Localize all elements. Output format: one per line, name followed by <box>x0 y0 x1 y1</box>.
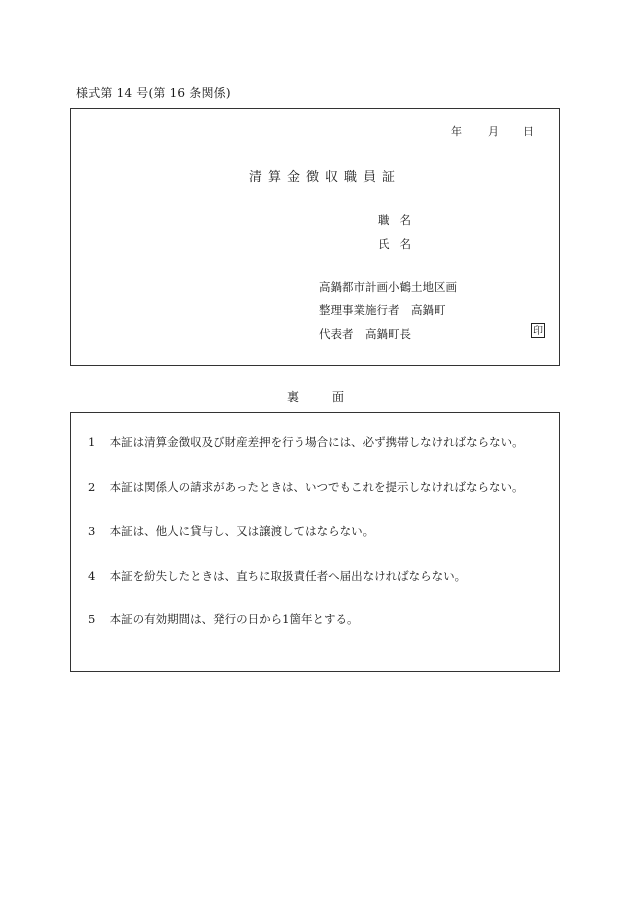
card-title: 清算金徴収職員証 <box>249 170 402 185</box>
clause-number: 2 <box>88 480 96 494</box>
id-card-front <box>70 108 560 366</box>
name-label: 氏名 <box>378 237 421 251</box>
clause-text: 本証の有効期間は、発行の日から1箇年とする。 <box>109 612 359 626</box>
clause-number: 5 <box>88 612 96 626</box>
clause-text: 本証を紛失したときは、直ちに取扱責任者へ届出なければならない。 <box>109 569 467 583</box>
clause-item <box>88 568 466 584</box>
seal-mark: 印 <box>531 323 545 338</box>
issuer-line-3: 代表者 高鍋町長 <box>319 327 411 341</box>
clause-number: 3 <box>88 524 96 538</box>
issuer-line-2: 整理事業施行者 高鍋町 <box>319 303 446 317</box>
clause-text: 本証は関係人の請求があったときは、いつでもこれを提示しなければならない。 <box>109 480 524 494</box>
back-heading-first: 裏 <box>287 390 300 404</box>
clause-item <box>88 479 524 495</box>
clause-number: 4 <box>88 569 96 583</box>
clause-text: 本証は清算金徴収及び財産差押を行う場合には、必ず携帯しなければならない。 <box>109 435 524 449</box>
id-card-back <box>70 412 560 672</box>
form-number: 様式第 14 号(第 16 条関係) <box>76 86 231 100</box>
clause-item <box>88 611 358 627</box>
clause-item <box>88 523 374 539</box>
date-year-label: 年 <box>451 125 462 138</box>
clause-item <box>88 434 524 450</box>
post-label: 職名 <box>378 213 421 227</box>
issuer-line-1: 高鍋都市計画小鶴土地区画 <box>319 280 457 294</box>
clause-number: 1 <box>88 435 96 449</box>
back-heading-second: 面 <box>332 390 345 404</box>
clause-text: 本証は、他人に貸与し、又は譲渡してはならない。 <box>109 524 375 538</box>
date-day-label: 日 <box>523 125 534 138</box>
date-month-label: 月 <box>488 125 499 138</box>
